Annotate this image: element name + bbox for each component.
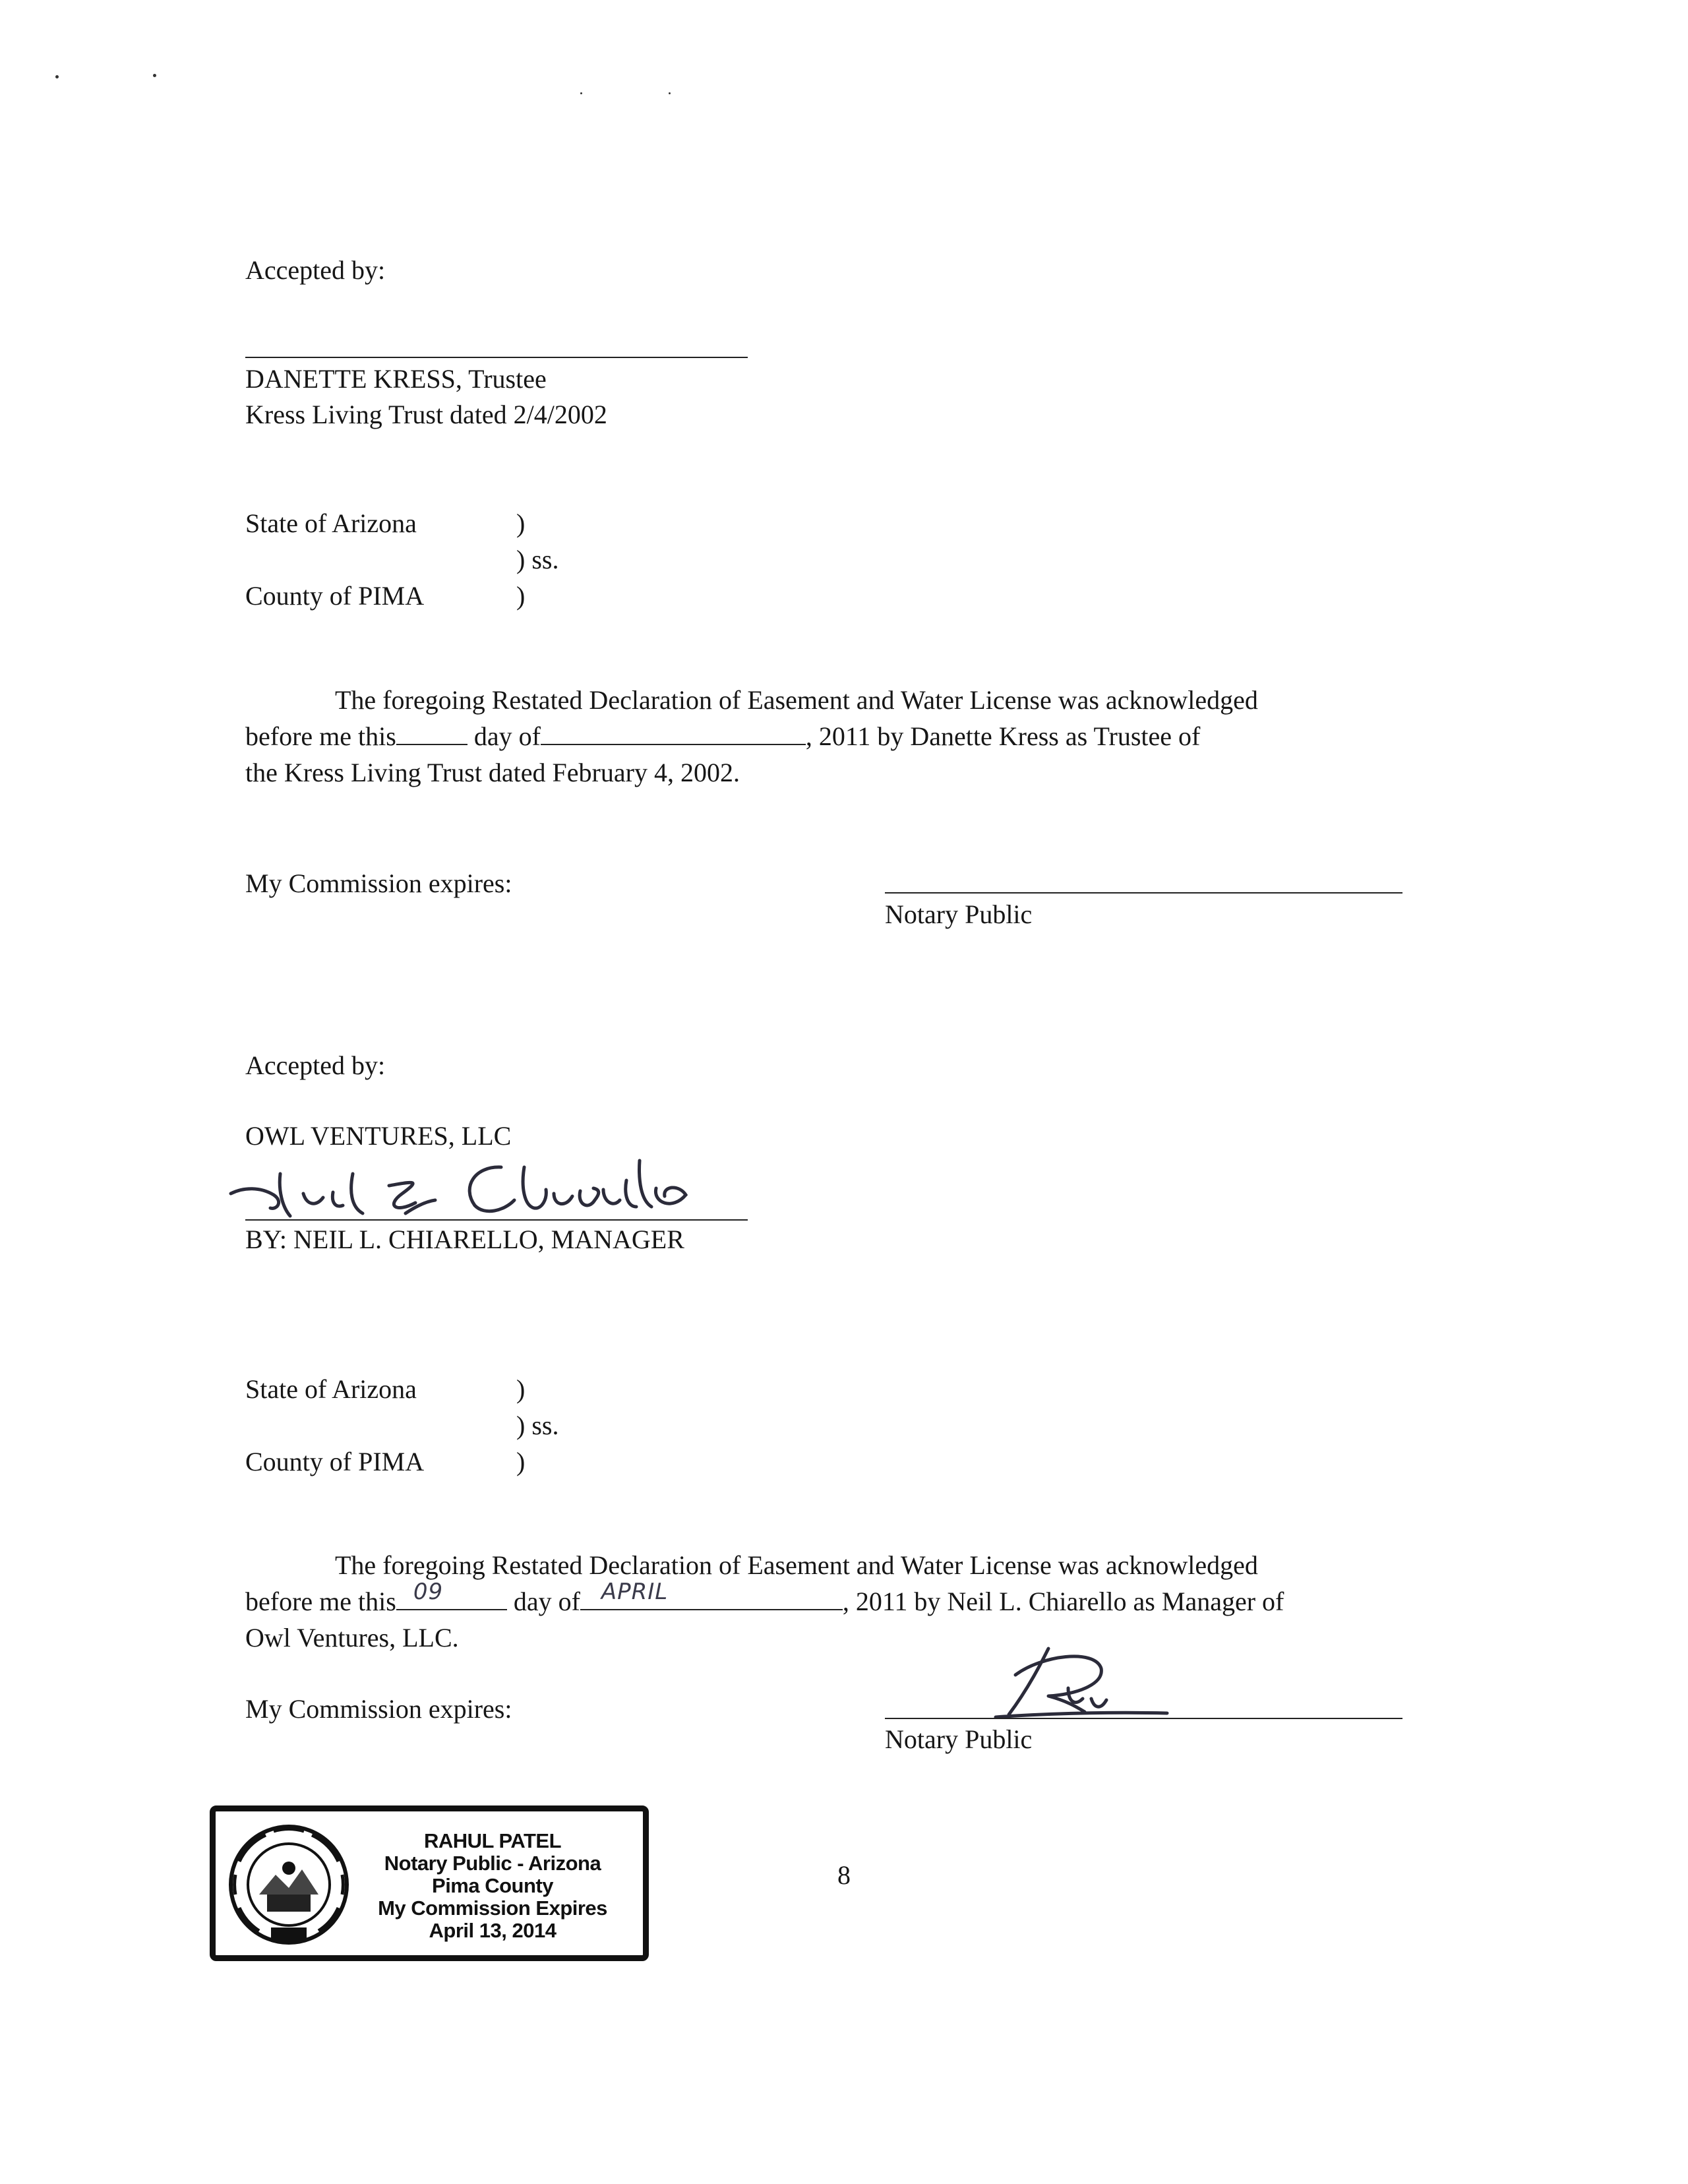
signer-line-chiarello: BY: NEIL L. CHIARELLO, MANAGER [245, 1225, 684, 1254]
venue-paren-top-2: ) [516, 1374, 526, 1404]
ack1-tail: , 2011 by Danette Kress as Trustee of [805, 721, 1201, 751]
ack-paragraph-1-line3: the Kress Living Trust dated February 4, 2002. [245, 758, 740, 787]
signer-name-kress: DANETTE KRESS, Trustee [245, 364, 547, 394]
notary-signature-line-2 [885, 1718, 1402, 1719]
venue-state-2: State of Arizona [245, 1374, 417, 1404]
venue-paren-bottom-2: ) [516, 1447, 526, 1476]
signature-line-kress [245, 357, 748, 358]
ack1-day-blank [396, 724, 467, 745]
notary-public-label-1: Notary Public [885, 899, 1033, 929]
scan-speck [669, 92, 671, 94]
ack1-before-me: before me this [245, 721, 396, 751]
ack1-day-of: day of [473, 721, 541, 751]
ack2-day-blank [396, 1579, 507, 1610]
chiarello-signature [224, 1147, 712, 1227]
notary-signature-line-1 [885, 892, 1402, 894]
stamp-county: Pima County [432, 1874, 553, 1897]
stamp-expiry-date: April 13, 2014 [429, 1919, 557, 1942]
page-number: 8 [837, 1860, 851, 1890]
venue-county-2: County of PIMA [245, 1447, 425, 1476]
venue-ss-1: ) ss. [516, 545, 559, 574]
ack2-day-handwritten: 09 [413, 1579, 444, 1605]
arizona-state-seal-icon [226, 1822, 351, 1947]
commission-expires-1: My Commission expires: [245, 868, 512, 898]
stamp-text [361, 1830, 624, 1942]
ack2-before-me: before me this [245, 1587, 396, 1616]
ack1-month-blank [541, 724, 806, 745]
ack-paragraph-1-line1: The foregoing Restated Declaration of Easement and Water License was acknowledged [335, 685, 1258, 715]
accepted-by-label-2: Accepted by: [245, 1050, 386, 1080]
venue-county-1: County of PIMA [245, 581, 425, 611]
ack2-month-handwritten: APRIL [601, 1579, 669, 1605]
ack-paragraph-2-line2 [245, 1579, 1284, 1618]
ack-paragraph-1-line2 [245, 721, 1200, 752]
venue-paren-bottom-1: ) [516, 581, 526, 611]
notary-public-label-2: Notary Public [885, 1724, 1033, 1754]
signer-trust-kress: Kress Living Trust dated 2/4/2002 [245, 400, 607, 429]
commission-expires-2: My Commission expires: [245, 1694, 512, 1724]
scan-speck [580, 92, 582, 94]
stamp-notary-name: RAHUL PATEL [423, 1829, 562, 1852]
company-name-owl: OWL VENTURES, LLC [245, 1121, 512, 1151]
scan-speck [153, 74, 156, 77]
notary-stamp [210, 1805, 649, 1961]
signature-line-chiarello [245, 1219, 748, 1221]
scan-speck [55, 75, 59, 78]
ack-paragraph-2-line1: The foregoing Restated Declaration of Easement and Water License was acknowledged [335, 1550, 1258, 1580]
accepted-by-label-1: Accepted by: [245, 255, 386, 285]
ack2-day-of: day of [513, 1587, 580, 1616]
venue-ss-2: ) ss. [516, 1410, 559, 1440]
notary-signature [969, 1635, 1180, 1728]
stamp-notary-title: Notary Public - Arizona [384, 1852, 601, 1875]
ack2-month-blank [580, 1579, 843, 1610]
ack2-tail: , 2011 by Neil L. Chiarello as Manager of [842, 1587, 1284, 1616]
stamp-commission-label: My Commission Expires [378, 1896, 607, 1920]
ack-paragraph-2-line3: Owl Ventures, LLC. [245, 1623, 459, 1653]
venue-paren-top-1: ) [516, 508, 526, 538]
venue-state-1: State of Arizona [245, 508, 417, 538]
